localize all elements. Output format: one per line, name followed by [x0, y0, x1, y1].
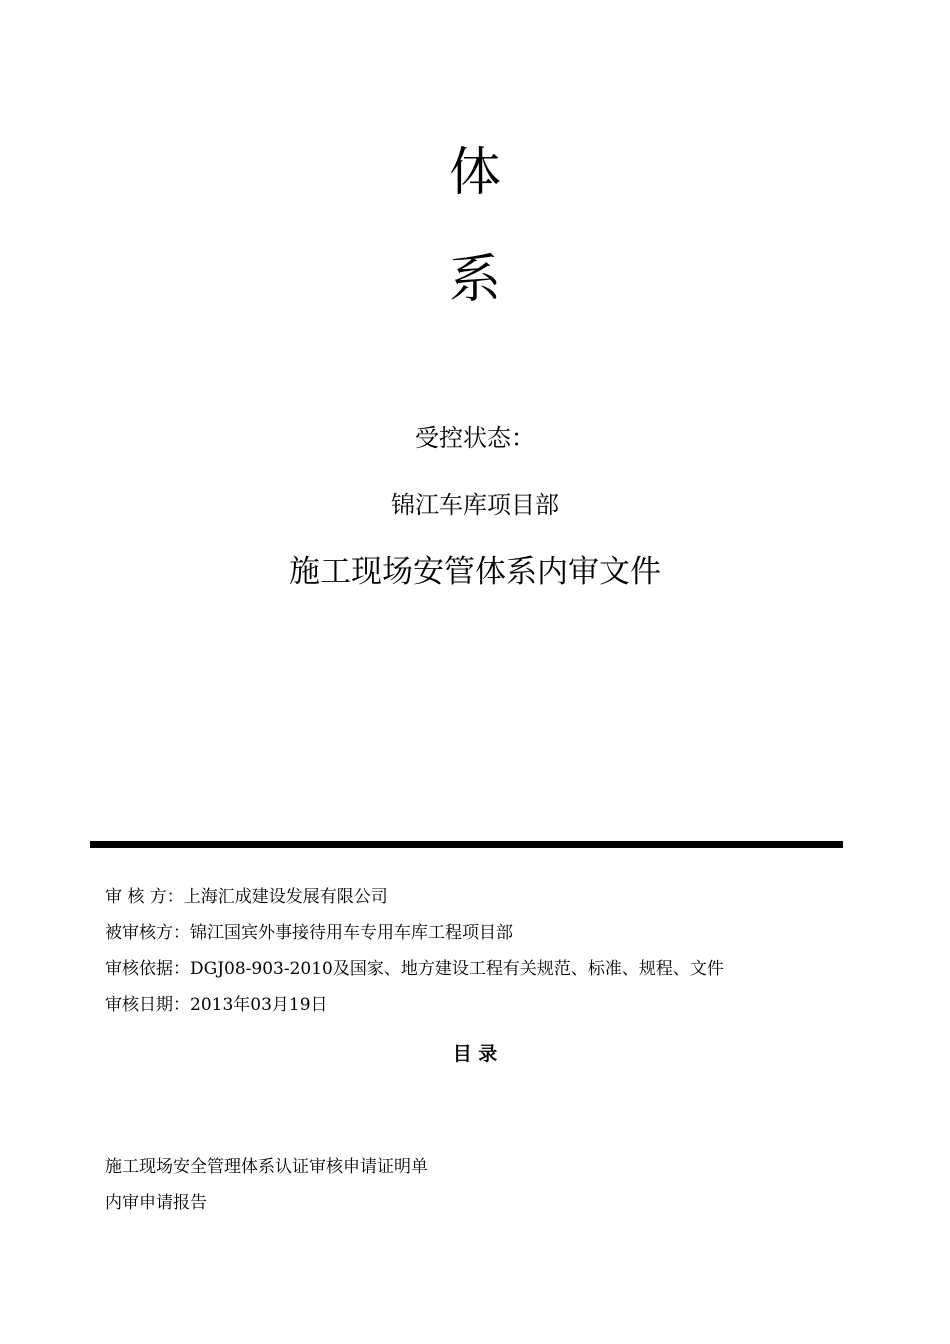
auditor-line: 审 核 方：上海汇成建设发展有限公司 [105, 887, 388, 907]
toc-item: 内审申请报告 [105, 1193, 207, 1213]
toc-title: 目 录 [452, 1043, 498, 1065]
auditee-line: 被审核方：锦江国宾外事接待用车专用车库工程项目部 [105, 923, 513, 943]
audit-date-line: 审核日期：2013年03月19日 [105, 995, 328, 1015]
divider-line [90, 841, 843, 848]
toc-item: 施工现场安全管理体系认证审核申请证明单 [105, 1157, 428, 1177]
cover-char-2: 系 [448, 250, 501, 310]
document-title: 施工现场安管体系内审文件 [289, 554, 661, 590]
audit-basis-line: 审核依据：DGJ08-903-2010及国家、地方建设工程有关规范、标准、规程、文件 [105, 959, 724, 979]
control-status-label: 受控状态： [415, 424, 535, 452]
project-department: 锦江车库项目部 [391, 491, 559, 519]
cover-char-1: 体 [448, 143, 501, 203]
